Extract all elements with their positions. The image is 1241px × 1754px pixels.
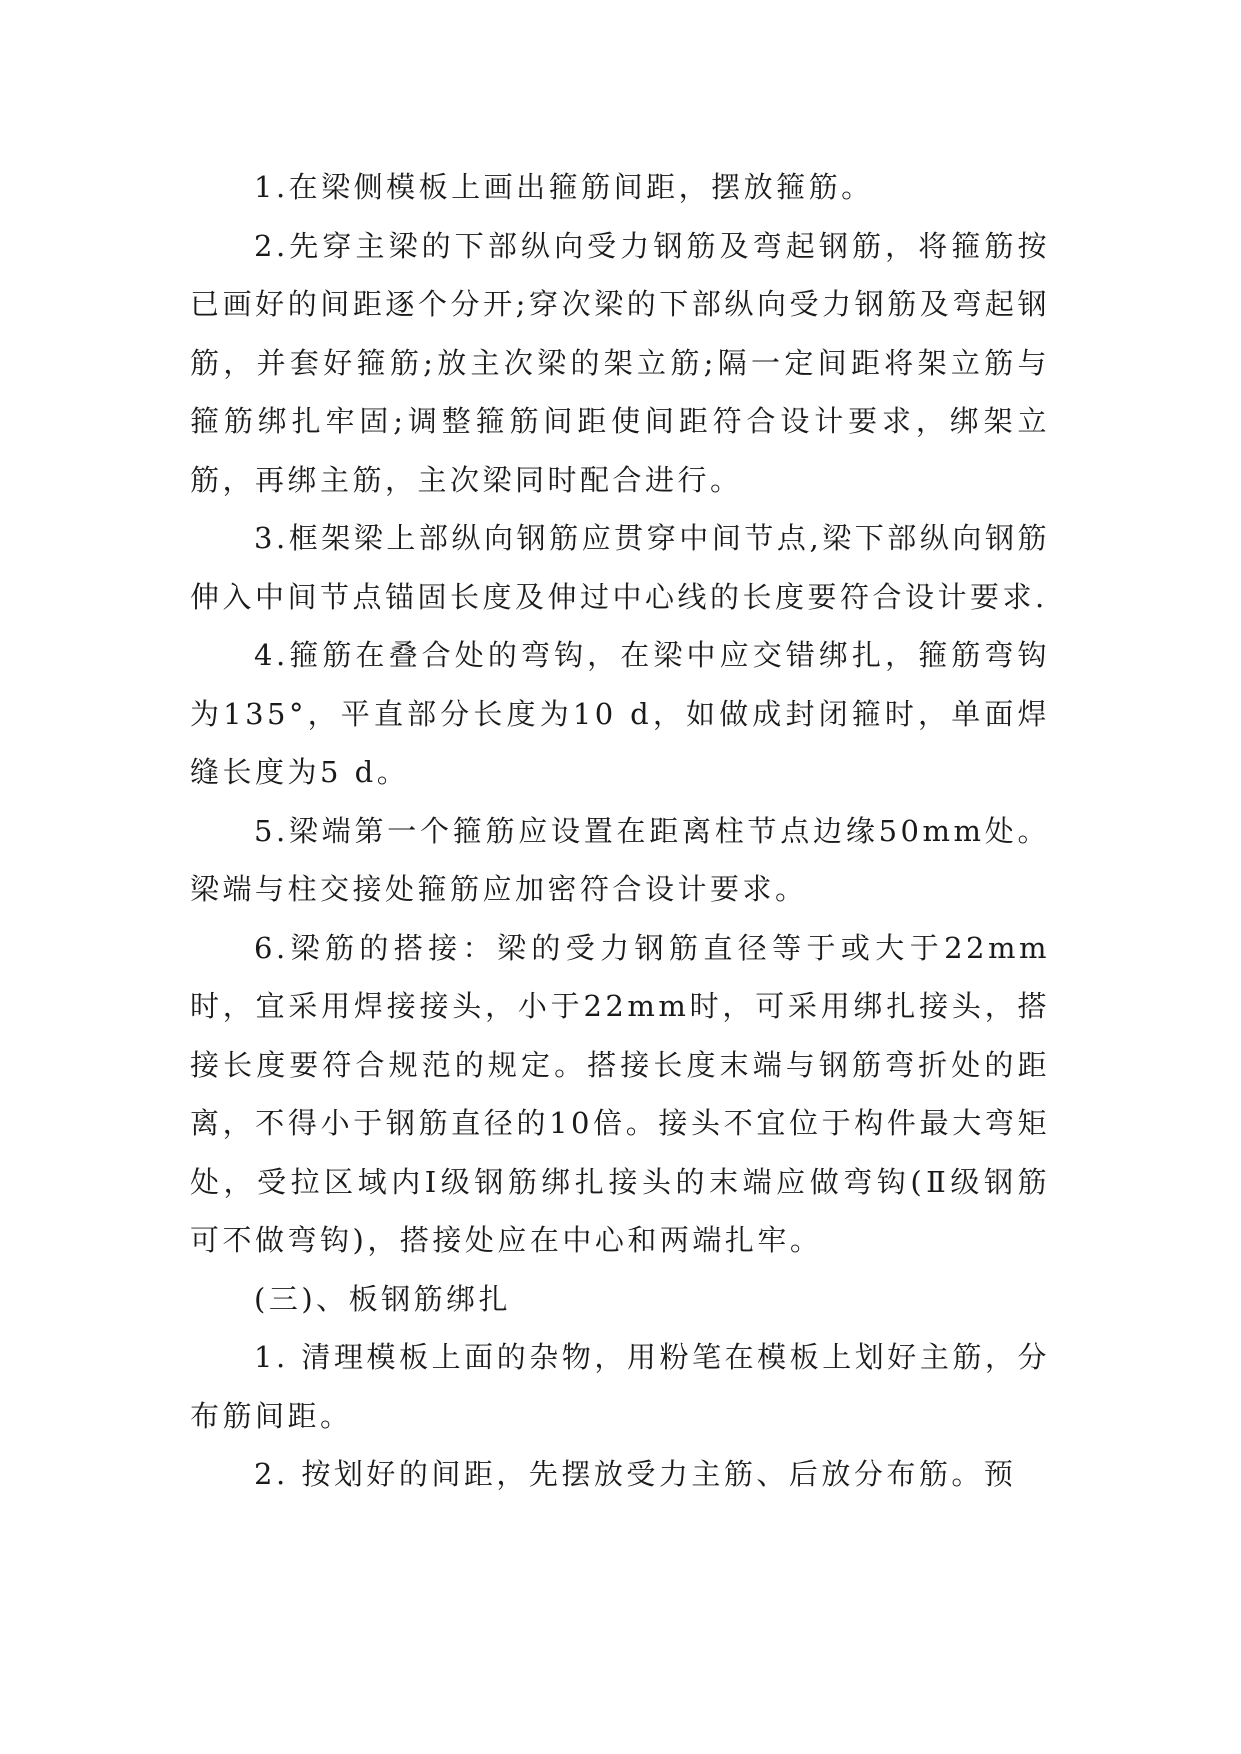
paragraph-5: 5.梁端第一个箍筋应设置在距离柱节点边缘50mm处。梁端与柱交接处箍筋应加密符合设计要求。: [190, 813, 1050, 906]
paragraph-7: 1. 清理模板上面的杂物，用粉笔在模板上划好主筋，分布筋间距。: [190, 1340, 1050, 1433]
paragraph-1: 1.在梁侧模板上画出箍筋间距，摆放箍筋。: [254, 170, 874, 204]
paragraph-8: 2. 按划好的间距，先摆放受力主筋、后放分布筋。预: [254, 1457, 1017, 1491]
paragraph-4: 4.箍筋在叠合处的弯钩，在梁中应交错绑扎，箍筋弯钩为135°，平直部分长度为10 d，如做成封闭箍时，单面焊缝长度为5 d。: [190, 638, 1050, 789]
document-body: [190, 158, 1050, 1504]
section-heading: (三)、板钢筋绑扎: [254, 1281, 512, 1316]
paragraph-3: 3.框架梁上部纵向钢筋应贯穿中间节点,梁下部纵向钢筋伸入中间节点锚固长度及伸过中心线的长度要符合设计要求.: [190, 521, 1050, 614]
paragraph-2: 2.先穿主梁的下部纵向受力钢筋及弯起钢筋，将箍筋按已画好的间距逐个分开;穿次梁的下部纵向受力钢筋及弯起钢筋，并套好箍筋;放主次梁的架立筋;隔一定间距将架立筋与箍筋绑扎牢固;调整箍筋间距使间距符合设计要求，绑架立筋，再绑主筋，主次梁同时配合进行。: [190, 228, 1050, 497]
paragraph-6: 6.梁筋的搭接：梁的受力钢筋直径等于或大于22mm时，宜采用焊接接头，小于22mm时，可采用绑扎接头，搭接长度要符合规范的规定。搭接长度末端与钢筋弯折处的距离，不得小于钢筋直径的10倍。接头不宜位于构件最大弯矩处，受拉区域内Ⅰ级钢筋绑扎接头的末端应做弯钩(Ⅱ级钢筋可不做弯钩)，搭接处应在中心和两端扎牢。: [190, 930, 1050, 1257]
